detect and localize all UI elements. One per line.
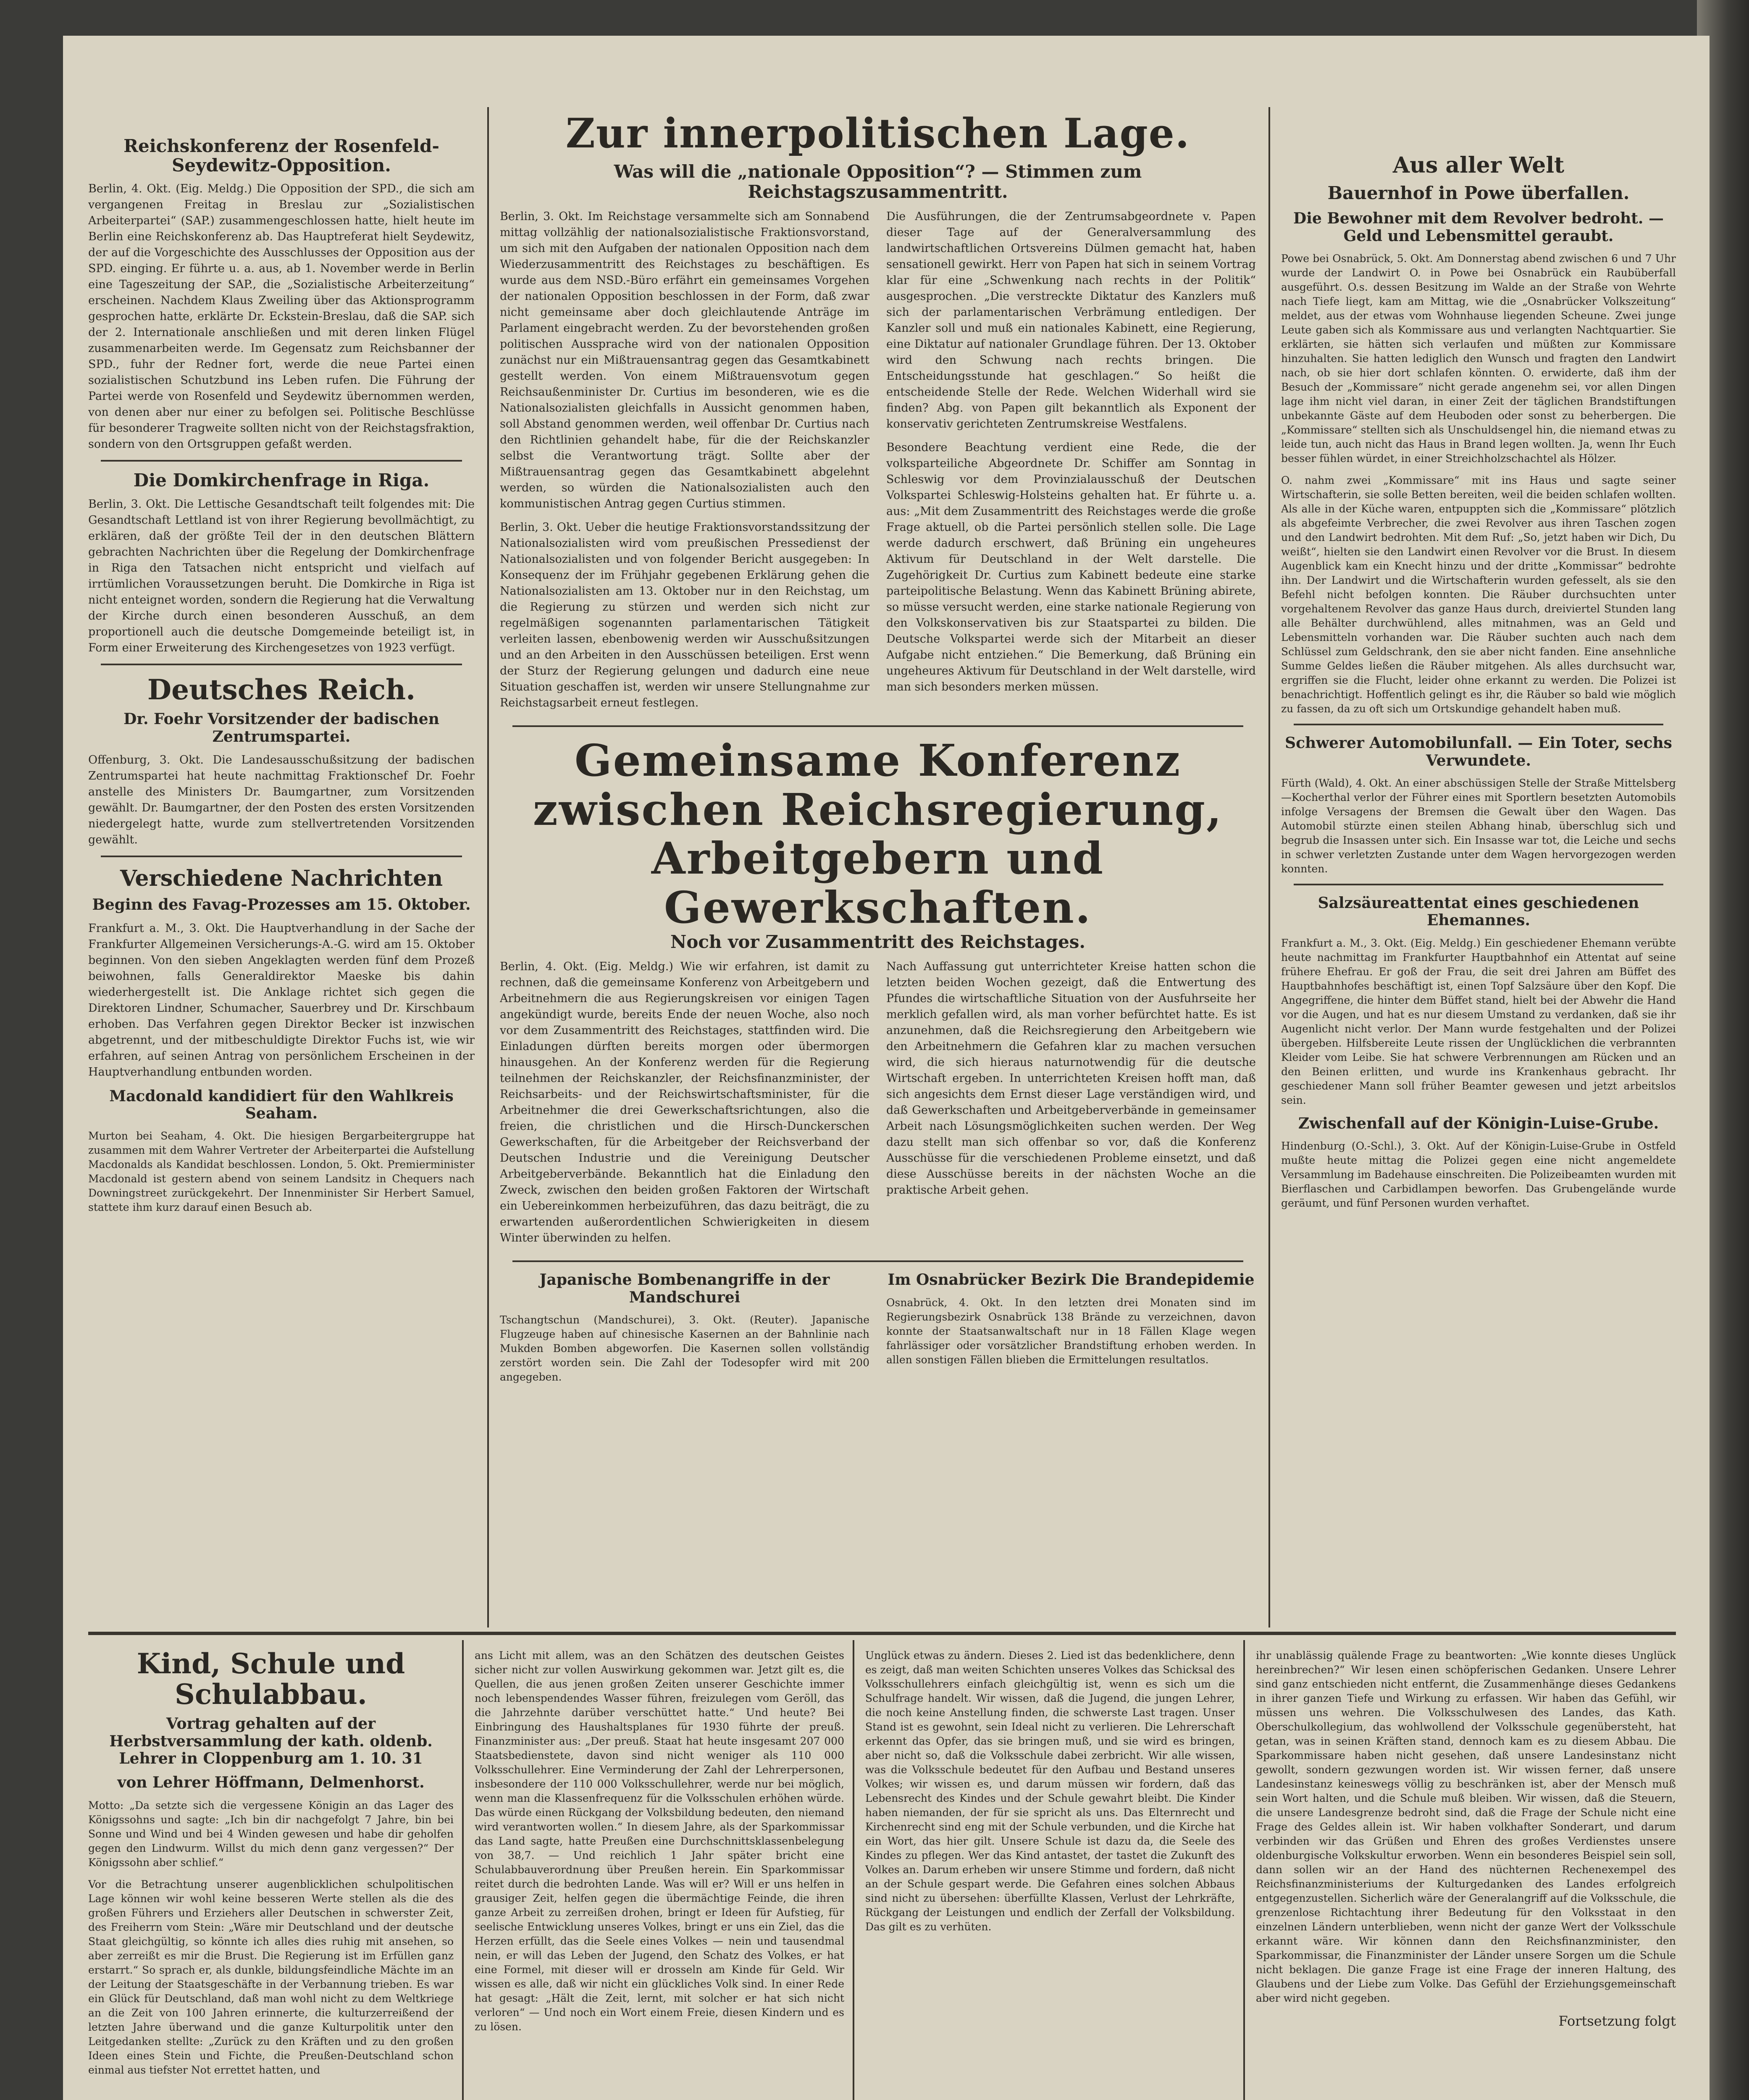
article-favag: Frankfurt a. M., 3. Okt. Die Hauptverhandlung in der Sache der Frankfurter Allgemeinen Versicherungs-A.-G. wird am 15. Oktober beginnen. Von den sieben Angeklagten werden fünf dem Prozeß beiwohnen, falls Generaldirektor Maeske bis dahin wiederhergestellt ist. Die Anklage richtet sich gegen die Direktoren Lindner, Schumacher, Sauerbrey und Dr. Kirschbaum erhoben. Das Verfahren gegen Direktor Becker ist inzwischen abgetrennt, und der mitbeschuldigte Direktor Fuchs ist, wie wir erfahren, auf seinen Antrag von persönlichem Erscheinen in der Hauptverhandlung entbunden worden. [88,921,475,1079]
subhead-japan: Japanische Bombenangriffe in der Mandschurei [539,1271,830,1306]
article-papen: Die Ausführungen, die der Zentrumsabgeordnete v. Papen dieser Tage auf der Generalversammlung des landwirtschaftlichen Ortsvereins Dülmen gemacht hat, haben sensationell gewirkt. Herr von Papen hat sich in seinem Vortrag klar für eine „Schwenkung nach rechts in der Politik“ ausgesprochen. „Die verstreckte Diktatur des Kanzlers muß sich der parlamentarischen Verbrämung entledigen. Der Kanzler soll und muß ein nationales Kabinett, eine Regierung, eine Diktatur auf nationaler Grundlage führen. Der 13. Oktober wird den Schwung nach rechts bringen. Die Entscheidungsstunde hat geschlagen.“ So heißt die entscheidende Stelle der Rede. Welchen Widerhall wird sie finden? Abg. von Papen gilt bekanntlich als Exponent der konservativ gerichteten Zentrumskreise Westfalens. [886,210,1256,431]
text-column [886,1271,1256,1392]
article-separator [1294,724,1663,725]
subhead-powe: Bauernhof in Powe überfallen. [1327,183,1630,204]
subhead-osnabrueck: Im Osnabrücker Bezirk Die Brandepidemie [888,1271,1255,1289]
headline-kind-schule: Kind, Schule und Schulabbau. [137,1648,405,1711]
bottom-column-3 [865,1648,1235,2100]
center-column [500,111,1256,1623]
byline: von Lehrer Höffmann, Delmenhorst. [117,1774,425,1792]
subhead-konferenz: Noch vor Zusammentritt des Reichstages. [670,932,1086,953]
subhead-salzsaeure: Salzsäureattentat eines geschiedenen Ehemannes. [1318,894,1639,929]
headline-domkirche: Die Domkirchenfrage in Riga. [133,470,430,491]
subhead-vortrag: Vortrag gehalten auf der Herbstversammlung der kath. oldenb. Lehrer in Cloppenburg am 1. 10. 31 [109,1715,433,1767]
text-column [500,959,869,1254]
subhead-powe-2: Die Bewohner mit dem Revolver bedroht. — Geld und Lebensmittel geraubt. [1293,210,1664,245]
article-schule-3: Unglück etwas zu ändern. Dieses 2. Lied ist das bedenklichere, denn es zeigt, daß man weiten Schichten unseres Volkes das Schicksal des Volksschullehrers einfach gleichgültig ist, wenn es sich um die Schulfrage handelt. Wir wissen, daß die Jugend, die jungen Lehrer, die noch keine Anstellung finden, die schwerste Last tragen. Unser Stand ist es gewohnt, sein Ideal nicht zu verlieren. Die Lehrerschaft erkennt das Opfer, das sie bringen muß, und sie wird es bringen, aber nicht so, daß die Volksschule dabei zerbricht. Wir alle wissen, was die Volksschule bedeutet für den Aufbau und Bestand unseres Volkes; wir wissen es, und darum müssen wir fordern, daß das Lebensrecht des Kindes und der Schule gewahrt bleibt. Die Kinder haben niemanden, der für sie spricht als uns. Das Elternrecht und Kirchenrecht sind eng mit der Schule verbunden, und die Kirche hat ein Wort, das hier gilt. Unsere Schule ist dazu da, die Seele des Kindes zu pflegen. Wer das Kind antastet, der tastet die Zukunft des Volkes an. Darum erheben wir unsere Stimme und fordern, daß nicht an der Schule gespart werde. Die Gefahren eines solchen Abbaus sind nicht zu übersehen: überfüllte Klassen, Verlust der Lehrkräfte, Rückgang der Leistungen und endlich der Zerfall der Volksbildung. Das gilt es zu verhüten. [865,1649,1235,1933]
newspaper-page [63,36,1710,2100]
subhead-hindenburg: Zwischenfall auf der Königin-Luise-Grube. [1298,1114,1659,1132]
article-japan: Tschangtschun (Mandschurei), 3. Okt. (Reuter). Japanische Flugzeuge haben auf chinesische Kasernen an der Bahnlinie nach Mukden Bomben abgeworfen. Die Kasernen sollen vollständig zerstört worden sein. Die Zahl der Todesopfer wird mit 200 angegeben. [500,1314,869,1383]
text-column [500,1271,869,1392]
subhead-favag: Beginn des Favag-Prozesses am 15. Oktober. [92,896,471,914]
column-rule [1268,107,1270,1628]
section-aus-aller-welt: Aus aller Welt [1392,153,1565,178]
article-separator [101,460,462,462]
article-foehr: Offenburg, 3. Okt. Die Landesausschußsitzung der badischen Zentrumspartei hat heute nachmittag Fraktionschef Dr. Foehr anstelle des Ministers Dr. Baumgartner, zum Vorsitzenden gewählt. Dr. Baumgartner, der den Posten des ersten Vorsitzenden niedergelegt hatte, wurde zum stellvertretenden Vorsitzenden gewählt. [88,753,475,846]
two-column-block [500,959,1256,1254]
subhead-macdonald: Macdonald kandidiert für den Wahlkreis Seaham. [109,1087,454,1122]
right-column [1281,153,1676,1623]
article-osnabrueck: Osnabrück, 4. Okt. In den letzten drei Monaten sind im Regierungsbezirk Osnabrück 138 Brände zu verzeichnen, davon konnte der Staatsanwaltschaft nur in 18 Fällen Klage wegen fahrlässiger oder vorsätzlicher Brandstiftung erhoben werden. In allen sonstigen Fällen blieben die Ermittelungen resultatlos. [886,1296,1256,1366]
article-schiffer: Besondere Beachtung verdient eine Rede, die der volksparteiliche Abgeordnete Dr. Schiffer am Sonntag in Schleswig vor dem Provinzialausschuß der Deutschen Volkspartei Schleswig-Holsteins gehalten hat. Er führte u. a. aus: „Mit dem Zusammentritt des Reichstages werde die große Frage aktuell, ob die Partei persönlich stellen solle. Die Lage werde dadurch erschwert, daß Brüning ein ungeheures Aktivum für Deutschland in der Welt darstelle. Die Zugehörigkeit Dr. Curtius zum Kabinett bedeute eine starke parteipolitische Belastung. Wenn das Kabinett Brüning abirete, so müsse versucht werden, eine starke nationale Regierung von den Volkskonservativen bis zur Staatspartei zu bilden. Die Deutsche Volkspartei werde sich der Mitarbeit an dieser Aufgabe nicht entziehen.“ Die Bemerkung, daß Brüning ein ungeheures Aktivum für Deutschland in der Welt darstelle, wird man sich besonders merken müssen. [886,441,1256,694]
article-powe-2: O. nahm zwei „Kommissare“ mit ins Haus und sagte seiner Wirtschafterin, sie solle Betten bereiten, weil die beiden schlafen wollten. Als alle in der Küche waren, entpuppten sich die „Kommissare“ plötzlich als abgefeimte Verbrecher, die zwei Revolver aus ihren Taschen zogen und den Landwirt bedrohten. Mit dem Ruf: „So, jetzt haben wir Dich, Du weißt“, hielten sie den Landwirt einen Revolver vor die Brust. In diesem Augenblick kam ein Knecht hinzu und der dritte „Kommissar“ bedrohte ihn. Der Landwirt und die Wirtschafterin wurden gefesselt, als sie den Befehl nicht befolgen konnten. Die Räuber durchsuchten unter vorgehaltenem Revolver das ganze Haus durch, dreiviertel Stunden lang alle Behälter durchwühlend, alles mitnahmen, was an Geld und Lebensmitteln vorhanden war. Die Räuber suchten auch nach dem Schlüssel zum Geldschrank, den sie aber nicht fanden. Eine ansehnliche Summe Geldes ließen die Räuber mitgehen. Als alles durchsucht war, ergriffen sie die Flucht, leider ohne erkannt zu werden. Die Polizei ist benachrichtigt. Hoffentlich gelingt es ihr, die Räuber so bald wie möglich zu fassen, da zu oft sich um Ortskundige gehandelt haben muß. [1281,474,1676,715]
column-rule [853,1640,854,2100]
section-nachrichten: Verschiedene Nachrichten [120,865,443,891]
subhead-opposition: Was will die „nationale Opposition“? — Stimmen zum Reichstagszusammentritt. [614,161,1142,202]
article-fraktion: Berlin, 3. Okt. Im Reichstage versammelte sich am Sonnabend mittag vollzählig der nationalsozialistische Fraktionsvorstand, um sich mit den Aufgaben der nationalen Opposition nach dem Wiederzusammentritt des Reichstages zu beschäftigen. Es wurde aus dem NSD.-Büro erfährt ein gemeinsames Vorgehen der nationalen Opposition beschlossen in der Form, daß zwar nicht gemeinsame aber doch gleichlautende Anträge im Parlament eingebracht werden. Zu der bevorstehenden großen politischen Aussprache wird von der nationalen Opposition zunächst nur ein Mißtrauensantrag gegen das Gesamtkabinett gestellt werden. Von einem Mißtrauensvotum gegen Reichsaußenminister Dr. Curtius im besonderen, wie es die Nationalsozialisten gleichfalls in Aussicht genommen haben, soll Abstand genommen werden, weil offenbar Dr. Curtius nach den Richtlinien gehandelt habe, für die der Reichskanzler selbst die Verantwortung trägt. Sollte aber der Mißtrauensantrag gegen das Gesamtkabinett abgelehnt werden, so würden die Nationalsozialisten auch den kommunistischen Antrag gegen Curtius stimmen. [500,210,869,511]
article-domkirche: Berlin, 3. Okt. Die Lettische Gesandtschaft teilt folgendes mit: Die Gesandtschaft Lettland ist von ihrer Regierung bevollmächtigt, zu erklären, daß der größte Teil der in den deutschen Blättern gebrachten Nachrichten über die Regelung der Domkirchenfrage in Riga den Tatsachen nicht entspricht und vielfach auf irrtümlichen Voraussetzungen beruht. Die Domkirche in Riga ist nicht enteignet worden, sondern die Regierung hat die Verwaltung der Kirche durch einen besonderen Ausschuß, an dem proportionell auch die deutsche Domgemeinde beteiligt ist, in Form einer Erweiterung des Kirchengesetzes von 1923 verfügt. [88,497,475,654]
two-column-block [500,209,1256,719]
article-rosenfeld: Berlin, 4. Okt. (Eig. Meldg.) Die Opposition der SPD., die sich am vergangenen Freitag in Breslau zur „Sozialistischen Arbeiterpartei“ (SAP.) zusammengeschlossen hatte, hielt heute im Berlin eine Reichskonferenz ab. Das Hauptreferat hielt Seydewitz, der auf die Vorgeschichte des Ausschlusses der Opposition aus der SPD. einging. Er führte u. a. aus, ab 1. November werde in Berlin eine Tageszeitung der SAP., die „Sozialistische Arbeiterzeitung“ erscheinen. Nachdem Klaus Zweiling über das Aktionsprogramm gesprochen hatte, erklärte Dr. Eckstein-Breslau, daß die SAP. sich der 2. Internationale anschließen und mit deren linken Flügel zusammenarbeiten werde. Im Gegensatz zum Reichsbanner der SPD., fuhr der Redner fort, werde die neue Partei einen sozialistischen Schutzbund ins Leben rufen. Die Führung der Partei werde von Rosenfeld und Seydewitz übernommen werden, von denen aber nur einer zu befolgen sei. Politische Beschlüsse für besonderer Tragweite sollten nicht von der Reichstagsfraktion, sondern von den Ortsgruppen gefaßt werden. [88,182,475,451]
article-separator [512,1260,1243,1262]
article-motto: Motto: „Da setzte sich die vergessene Königin an das Lager des Königssohns und sagte: „Ich bin dir nachgefolgt 7 Jahre, bin bei Sonne und Wind und bei 4 Winden gewesen und habe dir geholfen gegen den Lindwurm. Willst du mich denn ganz vergessen?“ Der Königssohn aber schlief.“ [88,1799,454,1869]
headline-rosenfeld: Reichskonferenz der Rosenfeld-Seydewitz-Opposition. [123,136,439,176]
article-schule-4: ihr unablässig quälende Frage zu beantworten: „Wie konnte dieses Unglück hereinbrechen?“ Wir lesen einen schöpferischen Gedanken. Unsere Lehrer sind ganz entschieden nicht entfernt, die Zusammenhänge dieses Gedankens in ihrer ganzen Tiefe und Wirkung zu erfassen. Wir haben das Gefühl, wir müssen uns wehren. Die Volksschulwesen des Landes, das Kath. Oberschulkollegium, das wohlwollend der Volksschule gegenübersteht, hat getan, was in seinen Kräften stand, dennoch kam es zu diesem Abbau. Die Sparkommissare haben nicht gesehen, daß unsere Landesinstanz nicht gewollt, sondern gezwungen worden ist. Wir wissen ferner, daß unsere Landesinstanz keineswegs völlig zu beschränken ist, aber der Mensch muß sein Wort halten, und die Schule muß bleiben. Wir wissen, daß die Steuern, die unsere Landesgrenze bedroht sind, daß die Frage der Schule nicht eine Frage des Geldes allein ist. Wir haben volkhafter Sonderart, und darum verbinden wir das Grüßen und Ehren des großes Verdienstes unsere oldenburgische Volkskultur erworben. Wenn ein besonderes Beispiel sein soll, dann sollen wir an der Hand des nüchternen Rechenexempel des Reichsfinanzministeriums der Kulturgedanken des Landes erfolgreich entgegenzustellen. Sicherlich wäre der Generalangriff auf die Volksschule, die grenzenlose Richtachtung ihrer Bedeutung für den Volksstaat in den einzelnen Ländern unterblieben, wenn nicht der ganze Wert der Volksschule erkannt wäre. Wir können dann den Reichsfinanzminister, den Sparkommissar, die Finanzminister der Länder unsere Sorgen um die Schule nicht beklagen. Die ganze Frage ist eine Frage der inneren Haltung, des Glaubens und der Liebe zum Volke. Das Gefühl der Erziehungsgemeinschaft aber wird nicht gegeben. [1256,1649,1676,2004]
section-rule [88,1632,1676,1635]
article-fuerth: Fürth (Wald), 4. Okt. An einer abschüssigen Stelle der Straße Mittelsberg—Kocherthal verlor der Führer eines mit Sportlern besetzten Automobils infolge Versagens der Bremsen die Gewalt über den Wagen. Das Automobil stürzte einen steilen Abhang hinab, überschlug sich und begrub die Insassen unter sich. Ein Insasse war tot, die Leiche und sechs in schwer verletzten Zustande unter dem Wagen hervorgezogen werden konnten. [1281,777,1676,875]
article-schule-1: Vor die Betrachtung unserer augenblicklichen schulpolitischen Lage können wir wohl keine besseren Werte stellen als die des großen Führers und Erziehers aller Deutschen in schwerster Zeit, des Freiherrn vom Stein: „Wäre mir Deutschland und der deutsche Staat gleichgültig, so könnte ich alles dies ruhig mit ansehen, so aber zerreißt es mir die Brust. Die Regierung ist im Erfüllen ganz erstarrt.“ So sprach er, als dunkle, bildungsfeindliche Mächte im an der Leitung der Staatsgeschäfte in der Verbannung trieben. Es war ein Glück für Deutschland, daß man wohl nicht zu dem Weltkriege an die Zeit von 100 Jahren erinnerte, die kulturzerreißend der letzten Jahre überwand und die ganze Kulturpolitik unter den Leitgedanken stellte: „Zurück zu den Kräften und zu den großen Ideen eines Stein und Fichte, die Preußen-Deutschland schon einmal aus tiefster Not errettet hatten, und [88,1878,454,2076]
section-deutsches-reich: Deutsches Reich. [147,673,416,706]
article-konferenz: Berlin, 4. Okt. (Eig. Meldg.) Wie wir erfahren, ist damit zu rechnen, daß die gemeinsame Konferenz von Arbeitgebern und Arbeitnehmern die aus Regierungskreisen vor einigen Tagen angekündigt wurde, bereits Ende der neuen Woche, also noch vor dem Zusammentritt des Reichstages, stattfinden wird. Die Einladungen dürften bereits morgen oder übermorgen hinausgehen. An der Konferenz werden für die Regierung teilnehmen der Reichskanzler, der Reichsfinanzminister, der Reichsarbeits- und der Reichswirtschaftsminister, für die Arbeitnehmer die drei Gewerkschaftsrichtungen, also die freien, die christlichen und die Hirsch-Dunckerschen Gewerkschaften, für die Arbeitgeber der Reichsverband der Deutschen Industrie und die Vereinigung Deutscher Arbeitgeberverbände. Bekanntlich hat die Einladung den Zweck, zwischen den beiden großen Faktoren der Wirtschaft ein Uebereinkommen herbeizuführen, das dazu beiträgt, die zu erwartenden außerordentlichen Schwierigkeiten in diesem Winter überwinden zu helfen. [500,960,869,1245]
headline-gemeinsame-konferenz: Gemeinsame Konferenz zwischen Reichsregierung, Arbeitgebern und Gewerkschaften. [533,735,1223,933]
article-powe: Powe bei Osnabrück, 5. Okt. Am Donnerstag abend zwischen 6 und 7 Uhr wurde der Landwirt O. in Powe bei Osnabrück ein Raubüberfall ausgeführt. O.s. dessen Besitzung im Walde an der Straße von Wehrte nach Tiefe liegt, kam am Mittag, wie die „Osnabrücker Volkszeitung“ meldet, aus der etwas vom Wohnhause liegenden Scheune. Zwei junge Leute gaben sich als Kommissare aus und verlangten Nachtquartier. Sie erklärten, sie hätten sich verlaufen und müßten zur Kommissare hinzuhalten. Sie hatten lediglich den Wunsch und fragten den Landwirt nach, ob sie hier dort schlafen könnten. O. erwiderte, daß ihm der Besuch der „Kommissare“ nicht gerade angenehm sei, vor allen Dingen lage ihm nicht viel daran, in einer Zeit der täglichen Brandstiftungen unbekannte Gäste auf dem Heuboden oder sonst zu beherbergen. Die „Kommissare“ stellten sich als Unschuldsengel hin, die niemand etwas zu leide tun, auch nicht das Haus in Brand legen wollten. Ja, wenn Ihr Euch besser fühlen würdet, in einer Streichholzschachtel als Hölzer. [1281,252,1676,465]
text-column [500,209,869,719]
article-schule-2: ans Licht mit allem, was an den Schätzen des deutschen Geistes sicher nicht zur vollen Auswirkung gekommen war. Jetzt gilt es, die Quellen, die aus jenen großen Zeiten unserer Geschichte immer noch lebenspendendes Wasser führen, freizulegen vom Geröll, das die Jahrzehnte darüber verschüttet hatte.“ Und heute? Bei Einbringung des Haushaltsplanes für 1930 führte der preuß. Finanzminister aus: „Der preuß. Staat hat heute insgesamt 207 000 Staatsbedienstete, davon sind nicht weniger als 110 000 Volksschullehrer. Eine Verminderung der Zahl der Lehrerpersonen, insbesondere der 110 000 Volksschullehrer, werde nur bei möglich, wenn man die Klassenfrequenz für die Volksschulen erhöhen würde. Das würde einen Rückgang der Volksbildung bedeuten, den niemand wird verantworten wollen.“ In diesem Jahre, als der Sparkommissar das Land sagte, hatte Preußen eine Durchschnittsklassenbelegung von 38,7. — Und reichlich 1 Jahr später bricht eine Schulabbauverordnung über Preußen herein. Ein Sparkommissar reitet durch die bedrohten Lande. Was will er? Will er uns helfen in grausiger Zeit, helfen gegen die übermächtige Feinde, die ihren ganze Arbeit zu zerreißen drohen, bringt er Ideen für Aufstieg, für seelische Entwicklung unseres Volkes, bringt er uns ein Ziel, das die Herzen erfüllt, das die Seele eines Volkes — nein und tausendmal nein, er will das Leben der Jugend, den Schatz des Volkes, er hat eine Formel, mit dieser will er drosseln am Kinde für Geld. Wir wissen es alle, daß wir nicht ein glückliches Volk sind. In einer Rede hat gesagt: „Hält die Zeit, lernt, mit solcher er hat sich nicht verloren“ — Und noch ein Wort einem Freie, diesen Kindern und es zu lösen. [475,1649,844,2033]
subhead-fuerth: Schwerer Automobilunfall. — Ein Toter, sechs Verwundete. [1285,734,1672,769]
article-salzsaeure: Frankfurt a. M., 3. Okt. (Eig. Meldg.) Ein geschiedener Ehemann verübte heute nachmittag im Frankfurter Hauptbahnhof ein Attentat auf seine frühere Ehefrau. Er goß der Frau, die seit drei Jahren am Büffet des Hauptbahnhofes beschäftigt ist, einen Topf Salzsäure über den Kopf. Die Angegriffene, die hinter dem Büffet stand, hielt bei der Abwehr die Hand vor die Augen, und hat es nur diesem Umstand zu verdanken, daß sie ihr Augenlicht nicht verlor. Der Mann wurde festgehalten und der Polizei übergeben. Hilfsbereite Leute rissen der Unglücklichen die verbrannten Kleider vom Leibe. Sie hat schwere Verbrennungen am Rücken und an den Beinen erlitten, und wurde ins Krankenhaus gebracht. Ihr geschiedener Mann soll früher Beamter gewesen und jetzt arbeitslos sein. [1281,937,1676,1106]
article-separator [1294,884,1663,885]
article-fraktion-2: Berlin, 3. Okt. Ueber die heutige Fraktionsvorstandssitzung der Nationalsozialisten wird vom preußischen Pressedienst der Nationalsozialisten und von folgender Bericht ausgegeben: In Konsequenz der im Frühjahr gegebenen Erklärung gehen die Nationalsozialisten am 13. Oktober nur in den Reichstag, um die Regierung zu stürzen und werden sich nicht zur regelmäßigen sogenannten parlamentarischen Tätigkeit verleiten lassen, ebenbowenig werden wir Ausschußsitzungen und an den Arbeiten in den Ausschüssen beteiligen. Erst wenn der Sturz der Regierung gelungen und dadurch eine neue Situation geschaffen ist, werden wir unsere Stellungnahme zur Reichstagsarbeit erneut festlegen. [500,521,869,710]
text-column [886,209,1256,719]
left-column [88,136,475,1623]
article-separator [512,725,1243,727]
column-rule [487,107,489,1628]
headline-innerpolitische-lage: Zur innerpolitischen Lage. [565,111,1190,157]
article-konferenz-2: Nach Auffassung gut unterrichteter Kreise hatten schon die letzten beiden Wochen gezeigt, daß die Entwertung des Pfundes die wirtschaftliche Situation von der Ausfuhrseite her merklich gefallen wird, als man vorher befürchtet hatte. Es ist anzunehmen, daß die Reichsregierung den Arbeitgebern wie den Arbeitnehmern die Gefahren klar zu machen versuchen wird, die sich hieraus naturnotwendig für die deutsche Wirtschaft ergeben. In unterrichteten Kreisen hofft man, daß sich angesichts dem Ernst dieser Lage verständigen wird, und daß Gewerkschaften und Arbeitgeberverbände in gemeinsamer Arbeit nach Lösungsmöglichkeiten suchen werden. Der Weg dazu stellt man sich offenbar so vor, daß die Konferenz Ausschüsse für die verschiedenen Probleme einsetzt, und daß diese Ausschüsse bereits in der nächsten Woche an die praktische Arbeit gehen. [886,960,1256,1197]
article-hindenburg: Hindenburg (O.-Schl.), 3. Okt. Auf der Königin-Luise-Grube in Ostfeld mußte heute mittag die Polizei gegen eine nicht angemeldete Versammlung im Badehause einschreiten. Die Polizeibeamten wurden mit Bierflaschen und Carbidlampen beworfen. Das Grubengelände wurde geräumt, und fünf Personen wurden verhaftet. [1281,1140,1676,1210]
bottom-column-4 [1256,1648,1676,2100]
column-rule [462,1640,464,2100]
article-macdonald: Murton bei Seaham, 4. Okt. Die hiesigen Bergarbeitergruppe hat zusammen mit dem Wahrer Vertreter der Arbeiterpartei die Aufstellung Macdonalds als Kandidat beschlossen. London, 5. Okt. Premierminister Macdonald ist gestern abend von seinem Landsitz in Chequers nach Downingstreet zurückgekehrt. Der Innenminister Sir Herbert Samuel, stattete ihm kurz darauf einen Besuch ab. [88,1130,475,1214]
two-column-block [500,1271,1256,1392]
continuation-note: Fortsetzung folgt [1558,2013,1676,2029]
article-separator [101,664,462,665]
subhead-foehr: Dr. Foehr Vorsitzender der badischen Zentrumspartei. [123,710,439,746]
text-column [886,959,1256,1254]
bottom-column-1 [88,1648,454,2100]
article-separator [101,856,462,857]
bottom-column-2 [475,1648,844,2100]
column-rule [1243,1640,1245,2100]
